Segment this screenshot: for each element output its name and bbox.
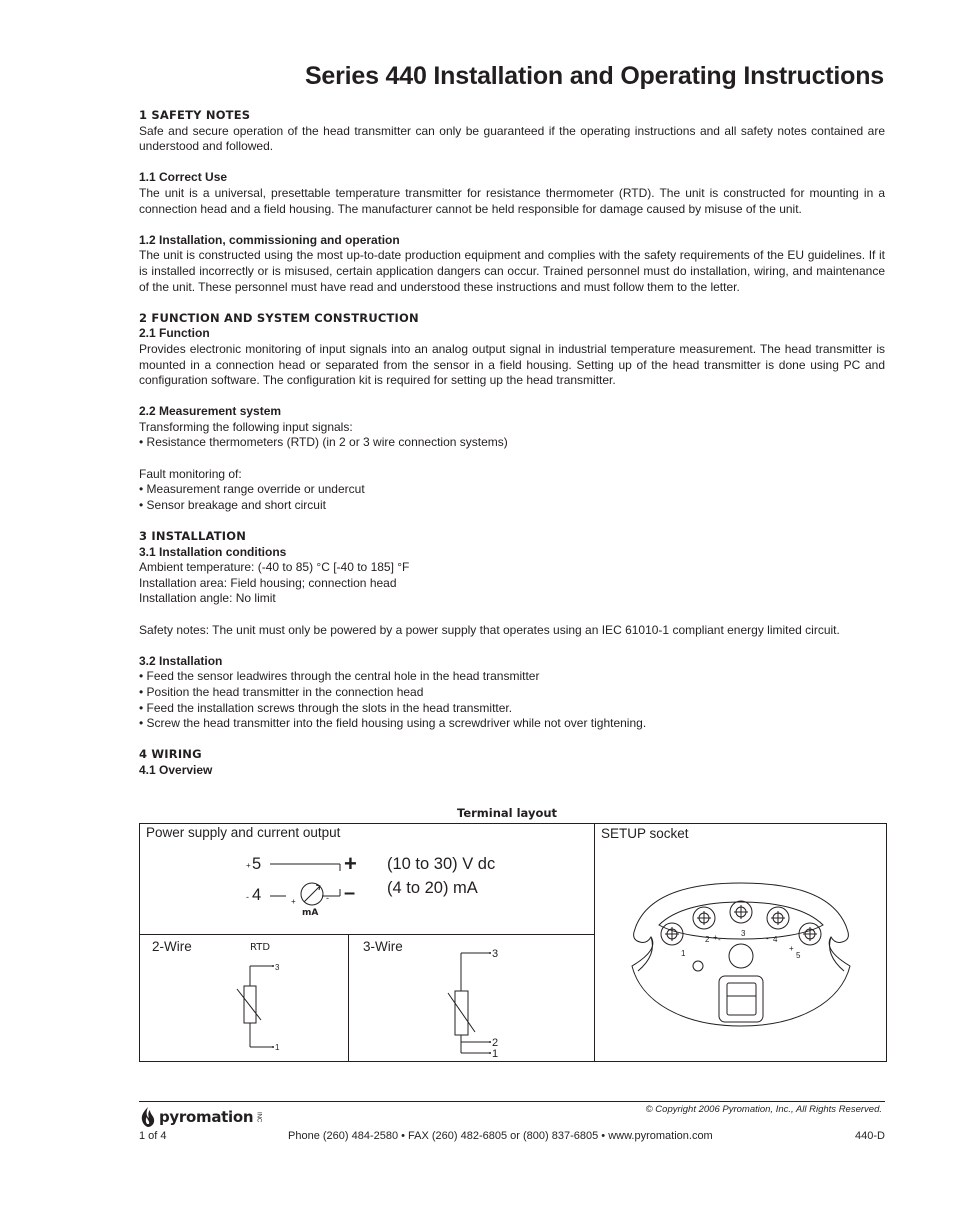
logo-inc-mark: INC — [255, 1111, 262, 1123]
pyromation-logo — [139, 1106, 261, 1128]
list-item: • Feed the installation screws through the slots in the head transmitter. — [139, 701, 885, 717]
subsection-heading-measurement-system: 2.2 Measurement system — [139, 404, 282, 419]
section-heading-safety: 1 SAFETY NOTES — [139, 108, 251, 122]
page-number: 1 of 4 — [139, 1130, 167, 1142]
bullet-list — [139, 669, 885, 731]
bullet-list — [139, 435, 885, 451]
paragraph: Transforming the following input signals: — [139, 419, 353, 434]
paragraph: Installation angle: No limit — [139, 591, 276, 606]
two-wire-panel — [140, 935, 349, 1061]
power-supply-panel — [140, 824, 595, 935]
three-wire-panel — [349, 935, 595, 1061]
paragraph: Provides electronic monitoring of input signals into an analog output signal in industrial temperature measurement. The head transmitter is mounted in a connection head or separated from the sensor in a field housing. Setting up of the head transmitter is done using PC and configuration software. The configuration kit is required for setting up the head transmitter. — [139, 341, 885, 388]
socket-terminal-4: 4 — [773, 935, 778, 944]
document-body — [139, 108, 885, 779]
list-item: • Feed the sensor leadwires through the central hole in the head transmitter — [139, 669, 885, 685]
subsection-heading-overview: 4.1 Overview — [139, 762, 213, 777]
socket-terminal-5: 5 — [796, 951, 801, 960]
socket-terminal-3: 3 — [741, 929, 746, 938]
footer-divider — [139, 1101, 885, 1102]
meter-plus: + — [291, 897, 296, 906]
document-code: 440-D — [855, 1130, 885, 1142]
transmitter-drawing — [595, 824, 886, 1061]
three-wire-terminal-2: 2 — [492, 1037, 499, 1049]
current-spec: (4 to 20) mA — [387, 879, 478, 897]
two-wire-terminal-3: 3 — [275, 963, 280, 972]
subsection-heading-installation-commissioning: 1.2 Installation, commissioning and operation — [139, 232, 400, 247]
logo-wordmark: pyromation — [159, 1108, 254, 1126]
socket-sign-minus: - — [718, 935, 721, 944]
two-wire-terminal-1: 1 — [275, 1043, 280, 1052]
list-item: • Sensor breakage and short circuit — [139, 498, 885, 514]
paragraph: Ambient temperature: (-40 to 85) °C [-40 to 185] °F — [139, 560, 410, 575]
flame-icon — [139, 1106, 157, 1128]
document-title: Series 440 Installation and Operating Instructions — [304, 62, 884, 90]
paragraph: The unit is a universal, presettable temperature transmitter for resistance thermometer (RTD). The unit is constructed for mounting in a connection head and a field housing. The manufacturer cannot be held responsible for damage caused by misuse of the unit. — [139, 185, 885, 216]
section-heading-installation: 3 INSTALLATION — [139, 529, 247, 544]
socket-terminal-1: 1 — [681, 949, 686, 958]
section-heading-wiring: 4 WIRING — [139, 747, 202, 762]
bullet-list — [139, 482, 885, 513]
terminal-5-label: 5 — [252, 855, 262, 873]
power-supply-schematic — [140, 824, 595, 935]
meter-minus: - — [326, 893, 329, 903]
socket-sign-plus: + — [713, 933, 718, 942]
paragraph: The unit is constructed using the most up-to-date production equipment and complies with the safety requirements of the EU guidelines. If it is installed incorrectly or is misused, certain application dangers can occur. Trained personnel must do installation, wiring, and maintenance of the unit. These personnel must have read and understood these instructions and must follow them to the letter. — [139, 248, 885, 294]
subsection-heading-correct-use: 1.1 Correct Use — [139, 170, 228, 185]
voltage-spec: (10 to 30) V dc — [387, 855, 496, 873]
rtd-label: RTD — [250, 942, 271, 953]
three-wire-schematic — [349, 935, 595, 1061]
three-wire-label: 3-Wire — [363, 939, 403, 954]
three-wire-terminal-1: 1 — [492, 1048, 499, 1060]
terminal-4-minus: - — [246, 892, 249, 902]
subsection-heading-installation: 3.2 Installation — [139, 653, 223, 668]
subsection-heading-function: 2.1 Function — [139, 326, 210, 341]
subsection-heading-installation-conditions: 3.1 Installation conditions — [139, 544, 287, 559]
paragraph: Safe and secure operation of the head transmitter can only be guaranteed if the operating instructions and all safety notes contained are understood and followed. — [139, 123, 885, 154]
socket-sign-plus-2: + — [789, 944, 794, 953]
power-supply-label: Power supply and current output — [146, 825, 341, 840]
two-wire-schematic — [140, 935, 349, 1061]
milliamp-label: mA — [302, 908, 319, 918]
list-item: • Screw the head transmitter into the field housing using a screwdriver while not over tightening. — [139, 716, 885, 732]
paragraph: Safety notes: The unit must only be powered by a power supply that operates using an IEC 61010-1 compliant energy limited circuit. — [139, 622, 840, 637]
setup-socket-label: SETUP socket — [601, 826, 689, 841]
paragraph: Fault monitoring of: — [139, 466, 242, 481]
list-item: • Measurement range override or undercut — [139, 482, 885, 498]
list-item: • Resistance thermometers (RTD) (in 2 or 3 wire connection systems) — [139, 435, 885, 451]
two-wire-label: 2-Wire — [152, 939, 192, 954]
list-item: • Position the head transmitter in the connection head — [139, 685, 885, 701]
terminal-5-plus: + — [246, 861, 251, 870]
paragraph: Installation area: Field housing; connection head — [139, 575, 397, 590]
contact-info: Phone (260) 484-2580 • FAX (260) 482-6805 or (800) 837-6805 • www.pyromation.com — [288, 1130, 713, 1142]
terminal-layout-heading: Terminal layout — [457, 806, 558, 820]
three-wire-terminal-3: 3 — [492, 948, 499, 960]
supply-plus-sign: + — [344, 851, 357, 876]
wiring-diagram — [139, 823, 887, 1062]
socket-sign-minus-2: - — [766, 934, 769, 943]
section-heading-function: 2 FUNCTION AND SYSTEM CONSTRUCTION — [139, 310, 419, 325]
setup-socket-panel — [595, 824, 886, 1061]
copyright-notice: © Copyright 2006 Pyromation, Inc., All Rights Reserved. — [645, 1104, 882, 1115]
supply-minus-sign: – — [344, 882, 356, 904]
socket-terminal-2: 2 — [705, 935, 710, 944]
terminal-4-label: 4 — [252, 886, 262, 904]
